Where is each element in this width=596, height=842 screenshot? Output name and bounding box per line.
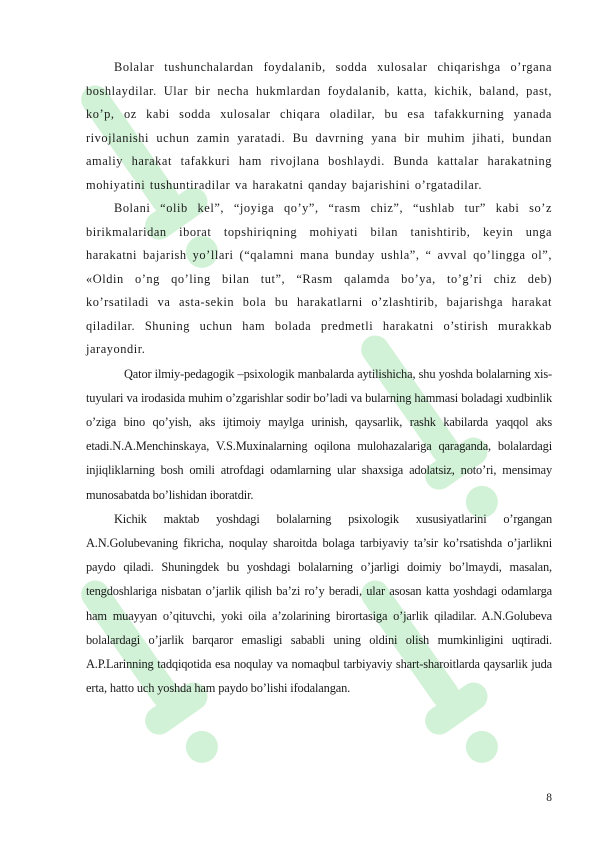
paragraph: Kichik maktab yoshdagi bolalarning psixologik xususiyatlarini o’rgangan A.N.Golubevaning fikricha, noqulay sharoitda bolaga tarbiyaviy ta’sir ko’rsatishda o’jarlikni paydo qiladi. Shuningdek bu yoshdagi bolalarning o’jarligi doimiy bo’lmaydi, masalan, tengdoshlariga nisbatan o’jarlik qilish ba’zi ro’y beradi, ular asosan katta yoshdagi odamlarga ham muayyan o’qituvchi, yoki oila a’zolarining birortasiga o’jarlik qiladilar. A.N.Golubeva bolalardagi o’jarlik barqaror emasligi sababli uning oldini olish mumkinligini uqtiradi. A.P.Larinning tadqiqotida esa noqulay va nomaqbul tarbiyaviy shart-sharoitlarda qaysarlik juda erta, hatto uch yoshda ham paydo bo’lishi ifodalangan.: [86, 511, 552, 696]
paragraph: Bolani “olib kel”, “joyiga qo’y”, “rasm chiz”, “ushlab tur” kabi so’z birikmalaridan iborat topshiriqning mohiyati bilan tanishtirib, keyin unga harakatni bajarish yo’llari (“qalamni mana bunday ushla”, “ avval qo’lingga ol”, «Oldin o’ng qo’ling bilan tut”, “Rasm qalamda bo’ya, to’g’ri chiz deb) ko’rsatiladi va asta-sekin bola bu harakatlarni o’zlashtirib, bajarishga harakat qiladilar. Shuning uchun ham bolada predmetli harakatni o’stirish murakkab jarayondir.: [86, 201, 552, 356]
page-number: 8: [546, 792, 552, 804]
document-body: [86, 56, 552, 700]
paragraph: Qator ilmiy-pedagogik –psixologik manbalarda aytilishicha, shu yoshda bolalarning xis-tuyulari va irodasida muhim o’zgarishlar sodir bo’ladi va bularning hammasi boladagi xudbinlik o’ziga bino qo’yish, aks ijtimoiy maylga urinish, qaysarlik, rashk kabilarda yaqqol aks etadi.N.A.Menchinskaya, V.S.Muxinalarning oqilona mulohazalariga qaraganda, bolalardagi injiqliklarning bosh omili atrofdagi odamlarning ular shaxsiga adolatsiz, noto’ri, mensimay munosabatda bo’lishidan iboratdir.: [86, 366, 552, 502]
paragraph: Bolalar tushunchalardan foydalanib, sodda xulosalar chiqarishga o’rgana boshlaydilar. Ular bir necha hukmlardan foydalanib, katta, kichik, baland, past, ko’p, oz kabi sodda xulosalar chiqara oladilar, bu esa tafakkurning yanada rivojlanishi uchun zamin yaratadi. Bu davrning yana bir muhim jihati, bundan amaliy harakat tafakkuri ham rivojlana boshlaydi. Bunda kattalar harakatning mohiyatini tushuntiradilar va harakatni qanday bajarishini o’rgatadilar.: [86, 60, 552, 192]
